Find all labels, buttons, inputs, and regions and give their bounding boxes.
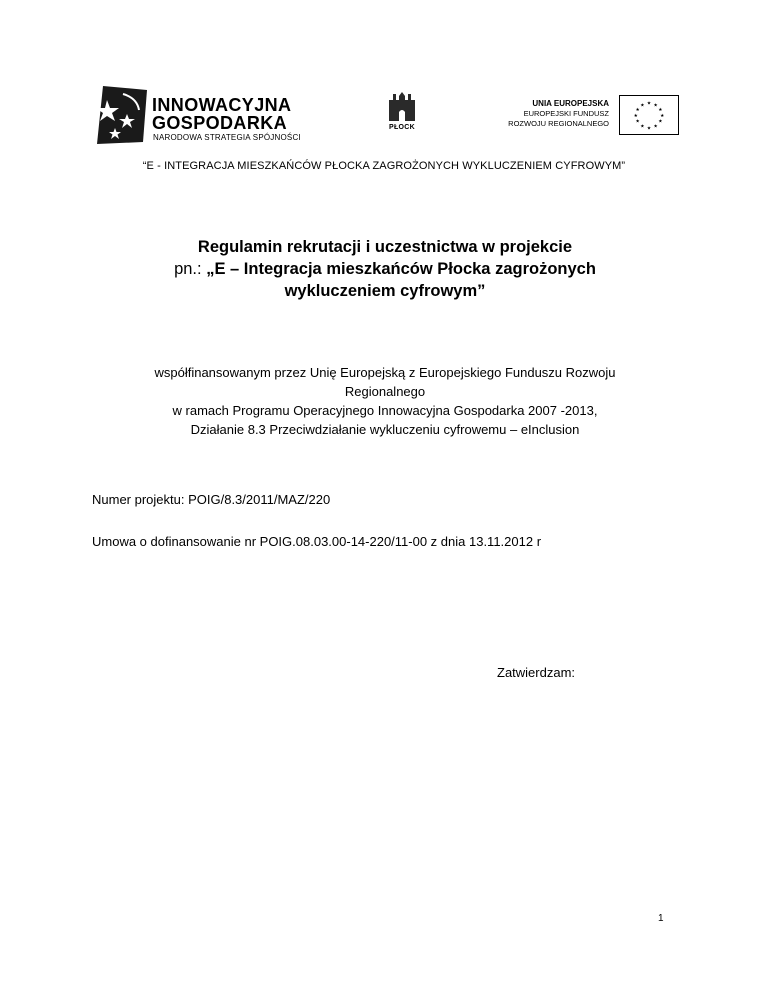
innovation-emblem-icon — [93, 84, 149, 146]
plock-logo — [380, 90, 424, 140]
title-line1: Regulamin rekrutacji i uczestnictwa w projekcie — [197, 238, 573, 256]
eu-logo-line2: EUROPEJSKI FUNDUSZ — [523, 109, 609, 118]
innowacyjna-gospodarka-logo — [93, 84, 323, 146]
logo-line-innowacyjna: INNOWACYJNA — [152, 95, 292, 115]
approve-label: Zatwierdzam: — [497, 665, 576, 680]
svg-text:★: ★ — [653, 103, 658, 109]
document-title — [90, 236, 680, 302]
svg-text:★: ★ — [658, 108, 663, 114]
project-header-line: “E - INTEGRACJA MIESZKAŃCÓW PŁOCKA ZAGROŻONYCH WYKLUCZENIEM CYFROWYM” — [142, 160, 626, 172]
cofinancing-line4: Działanie 8.3 Przeciwdziałanie wykluczeniu cyfrowemu – eInclusion — [190, 422, 580, 437]
title-line2-bold: „E – Integracja mieszkańców Płocka zagrożonych — [206, 260, 596, 278]
svg-text:★: ★ — [660, 113, 665, 119]
eu-flag-icon — [619, 95, 679, 135]
page-number: 1 — [658, 913, 664, 924]
eu-logo-line1: UNIA EUROPEJSKA — [532, 99, 609, 108]
title-line2-prefix: pn.: — [174, 260, 207, 278]
logo-line-gospodarka: GOSPODARKA — [152, 113, 288, 133]
cofinancing-line1: współfinansowanym przez Unię Europejską z Europejskiego Funduszu Rozwoju — [154, 365, 616, 380]
plock-logo-name: PŁOCK — [389, 124, 415, 131]
eu-logo-line3: ROZWOJU REGIONALNEGO — [508, 119, 609, 128]
cofinancing-line3: w ramach Programu Operacyjnego Innowacyjna Gospodarka 2007 -2013, — [172, 403, 598, 418]
svg-text:★: ★ — [646, 126, 652, 132]
svg-text:★: ★ — [635, 119, 640, 125]
svg-text:★: ★ — [653, 124, 658, 130]
eu-logo — [497, 95, 679, 137]
title-line3: wykluczeniem cyfrowym” — [284, 282, 486, 300]
title-line2 — [90, 258, 680, 280]
agreement-line: Umowa o dofinansowanie nr POIG.08.03.00-14-220/11-00 z dnia 13.11.2012 r — [92, 534, 542, 549]
cofinancing-line2: Regionalnego — [344, 384, 426, 399]
cofinancing-block — [60, 363, 710, 439]
svg-text:★: ★ — [635, 108, 640, 114]
logo-line-strategy: NARODOWA STRATEGIA SPÓJNOŚCI — [153, 133, 301, 142]
svg-text:★: ★ — [633, 113, 638, 119]
project-number: Numer projektu: POIG/8.3/2011/MAZ/220 — [92, 492, 331, 507]
svg-text:★: ★ — [640, 103, 645, 109]
plock-castle-icon — [387, 90, 417, 122]
svg-text:★: ★ — [658, 119, 663, 125]
svg-text:★: ★ — [640, 124, 645, 130]
svg-text:★: ★ — [646, 101, 652, 107]
